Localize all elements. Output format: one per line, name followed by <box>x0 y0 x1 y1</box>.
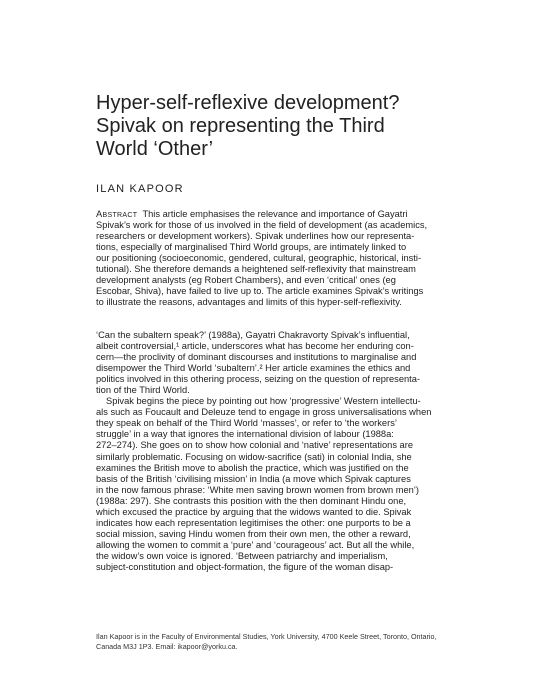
body-line: in the now famous phrase: ‘White men saving brown women from brown men’) <box>96 484 419 495</box>
body-line: disempower the Third World ‘subaltern’.² Her article examines the ethics and <box>96 363 411 374</box>
title-line: Spivak on representing the Third <box>96 115 385 137</box>
body-line: struggle’ in a way that ignores the international division of labour (1988a: <box>96 429 394 440</box>
abstract-line: development analysts (eg Robert Chambers), and even ‘critical’ ones (eg <box>96 274 396 285</box>
body-line: als such as Foucault and Deleuze tend to engage in gross universalisations when <box>96 407 432 418</box>
article-body <box>96 330 441 573</box>
body-line: examines the British move to abolish the practice, which was justified on the <box>96 462 409 473</box>
abstract-line: Spivak’s work for those of us involved in the field of development (as academics, <box>96 219 428 230</box>
body-line: the widow’s own voice is ignored. ‘Between patriarchy and imperialism, <box>96 550 388 561</box>
abstract-line <box>96 209 436 220</box>
body-line: (1988a: 297). She contrasts this position with the then dominant Hindu one, <box>96 495 407 506</box>
body-line: politics involved in this othering process, seizing on the question of representa- <box>96 374 421 385</box>
abstract-line: to illustrate the reasons, advantages and limits of this hyper-self-reflexivity. <box>96 296 402 307</box>
body-line: similarly problematic. Focusing on widow-sacrifice (sati) in colonial India, she <box>96 451 412 462</box>
body-line: cern—the proclivity of dominant discourses and institutions to marginalise and <box>96 352 417 363</box>
abstract-label: Abstract <box>96 209 138 219</box>
body-line: 272–274). She goes on to show how colonial and ‘native’ representations are <box>96 440 413 451</box>
abstract-line: our positioning (socioeconomic, gendered, cultural, geographic, historical, insti- <box>96 252 422 263</box>
author-footnote <box>96 632 441 652</box>
article-title <box>96 92 456 161</box>
footnote-line: Canada M3J 1P3. Email: ikapoor@yorku.ca. <box>96 642 238 651</box>
body-line: basis of the British ‘civilising mission’ in India (a move which Spivak captures <box>96 473 411 484</box>
abstract-line: Escobar, Shiva), have failed to live up to. The article examines Spivak’s writings <box>96 285 424 296</box>
abstract-text: This article emphasises the relevance and importance of Gayatri <box>142 209 408 219</box>
abstract-line: researchers or development workers). Spivak underlines how our representa- <box>96 230 415 241</box>
abstract-line: tutional). She therefore demands a heightened self-reflexivity that mainstream <box>96 263 416 274</box>
body-line: they speak on behalf of the Third World ‘masses’, or refer to ‘the workers’ <box>96 418 397 429</box>
body-line: social mission, saving Hindu women from their own men, the other a reward, <box>96 528 411 539</box>
body-line: subject-constitution and object-formation, the figure of the woman disap- <box>96 561 394 572</box>
body-line: ‘Can the subaltern speak?’ (1988a), Gayatri Chakravorty Spivak’s influential, <box>96 330 410 340</box>
body-line: indicates how each representation legitimises the other: one purports to be a <box>96 517 411 528</box>
footnote-line: Ilan Kapoor is in the Faculty of Environmental Studies, York University, 4700 Keele Street, Toronto, Ontario, <box>96 632 437 641</box>
author-name: ILAN KAPOOR <box>96 183 184 195</box>
title-line: World ‘Other’ <box>96 138 214 160</box>
body-line: allowing the women to commit a ‘pure’ and ‘courageous’ act. But all the while, <box>96 539 415 550</box>
body-line: which excused the practice by arguing that the widows wanted to die. Spivak <box>96 506 412 517</box>
abstract-line: tions, especially of marginalised Third World groups, are intimately linked to <box>96 241 407 252</box>
body-line: Spivak begins the piece by pointing out how ‘progressive’ Western intellectu- <box>106 396 421 407</box>
abstract <box>96 209 436 308</box>
body-line: albeit controversial,¹ article, underscores what has become her enduring con- <box>96 341 414 352</box>
title-line: Hyper-self-reflexive development? <box>96 92 400 114</box>
body-line: tion of the Third World. <box>96 385 190 396</box>
